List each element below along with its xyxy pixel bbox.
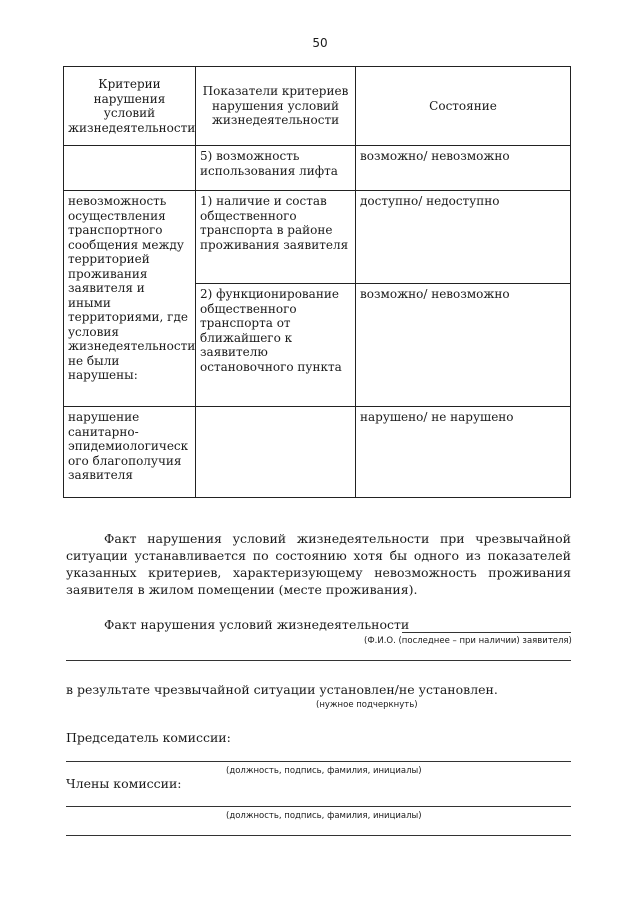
header-indicators: Показатели критериев нарушения условий жизнедеятельности [196,67,356,146]
table-row [64,191,571,284]
members-label: Члены комиссии: [66,776,182,791]
chairman-hint: (должность, подпись, фамилия, инициалы) [226,766,422,776]
table-header-row [64,67,571,146]
chairman-label: Председатель комиссии: [66,730,231,745]
table-cell: 1) наличие и состав общественного транспорта в районе проживания заявителя [196,191,356,284]
table-cell: 2) функционирование общественного транспорта от ближайшего к заявителю остановочного пункта [196,284,356,407]
criteria-table [63,66,571,498]
table-row [64,407,571,498]
table-cell: возможно/ невозможно [356,146,571,191]
fact-label: Факт нарушения условий жизнедеятельности [104,617,410,632]
fact-continuation-line [66,660,571,661]
table-cell: доступно/ недоступно [356,191,571,284]
header-criteria: Критерии нарушения условий жизнедеятельности [64,67,196,146]
members-line-2 [66,835,571,836]
chairman-line [66,761,571,762]
table-cell: 5) возможность использования лифта [196,146,356,191]
table-row [64,146,571,191]
table-cell: нарушение санитарно-эпидемиологическ ого благополучия заявителя [64,407,196,498]
result-hint: (нужное подчеркнуть) [316,700,418,710]
fact-name-line [402,632,571,633]
page-number: 50 [312,36,328,50]
table-cell: нарушено/ не нарушено [356,407,571,498]
header-state: Состояние [356,67,571,146]
fact-hint: (Ф.И.О. (последнее – при наличии) заявителя) [364,636,572,646]
members-line-1 [66,806,571,807]
table-cell: возможно/ невозможно [356,284,571,407]
members-hint: (должность, подпись, фамилия, инициалы) [226,811,422,821]
table-cell [64,146,196,191]
paragraph-fact: Факт нарушения условий жизнедеятельности при чрезвычайной ситуации устанавливается по состоянию хотя бы одного из показателей указанных критериев, характеризующему невозможность проживания заявителя в жилом помещении (месте проживания). [66,531,571,597]
table-cell: невозможность осуществления транспортного сообщения между территорией проживания заявителя и иными территориями, где условия жизнедеятельности не были нарушены: [64,191,196,407]
result-text: в результате чрезвычайной ситуации установлен/не установлен. [66,682,498,697]
table-cell [196,407,356,498]
